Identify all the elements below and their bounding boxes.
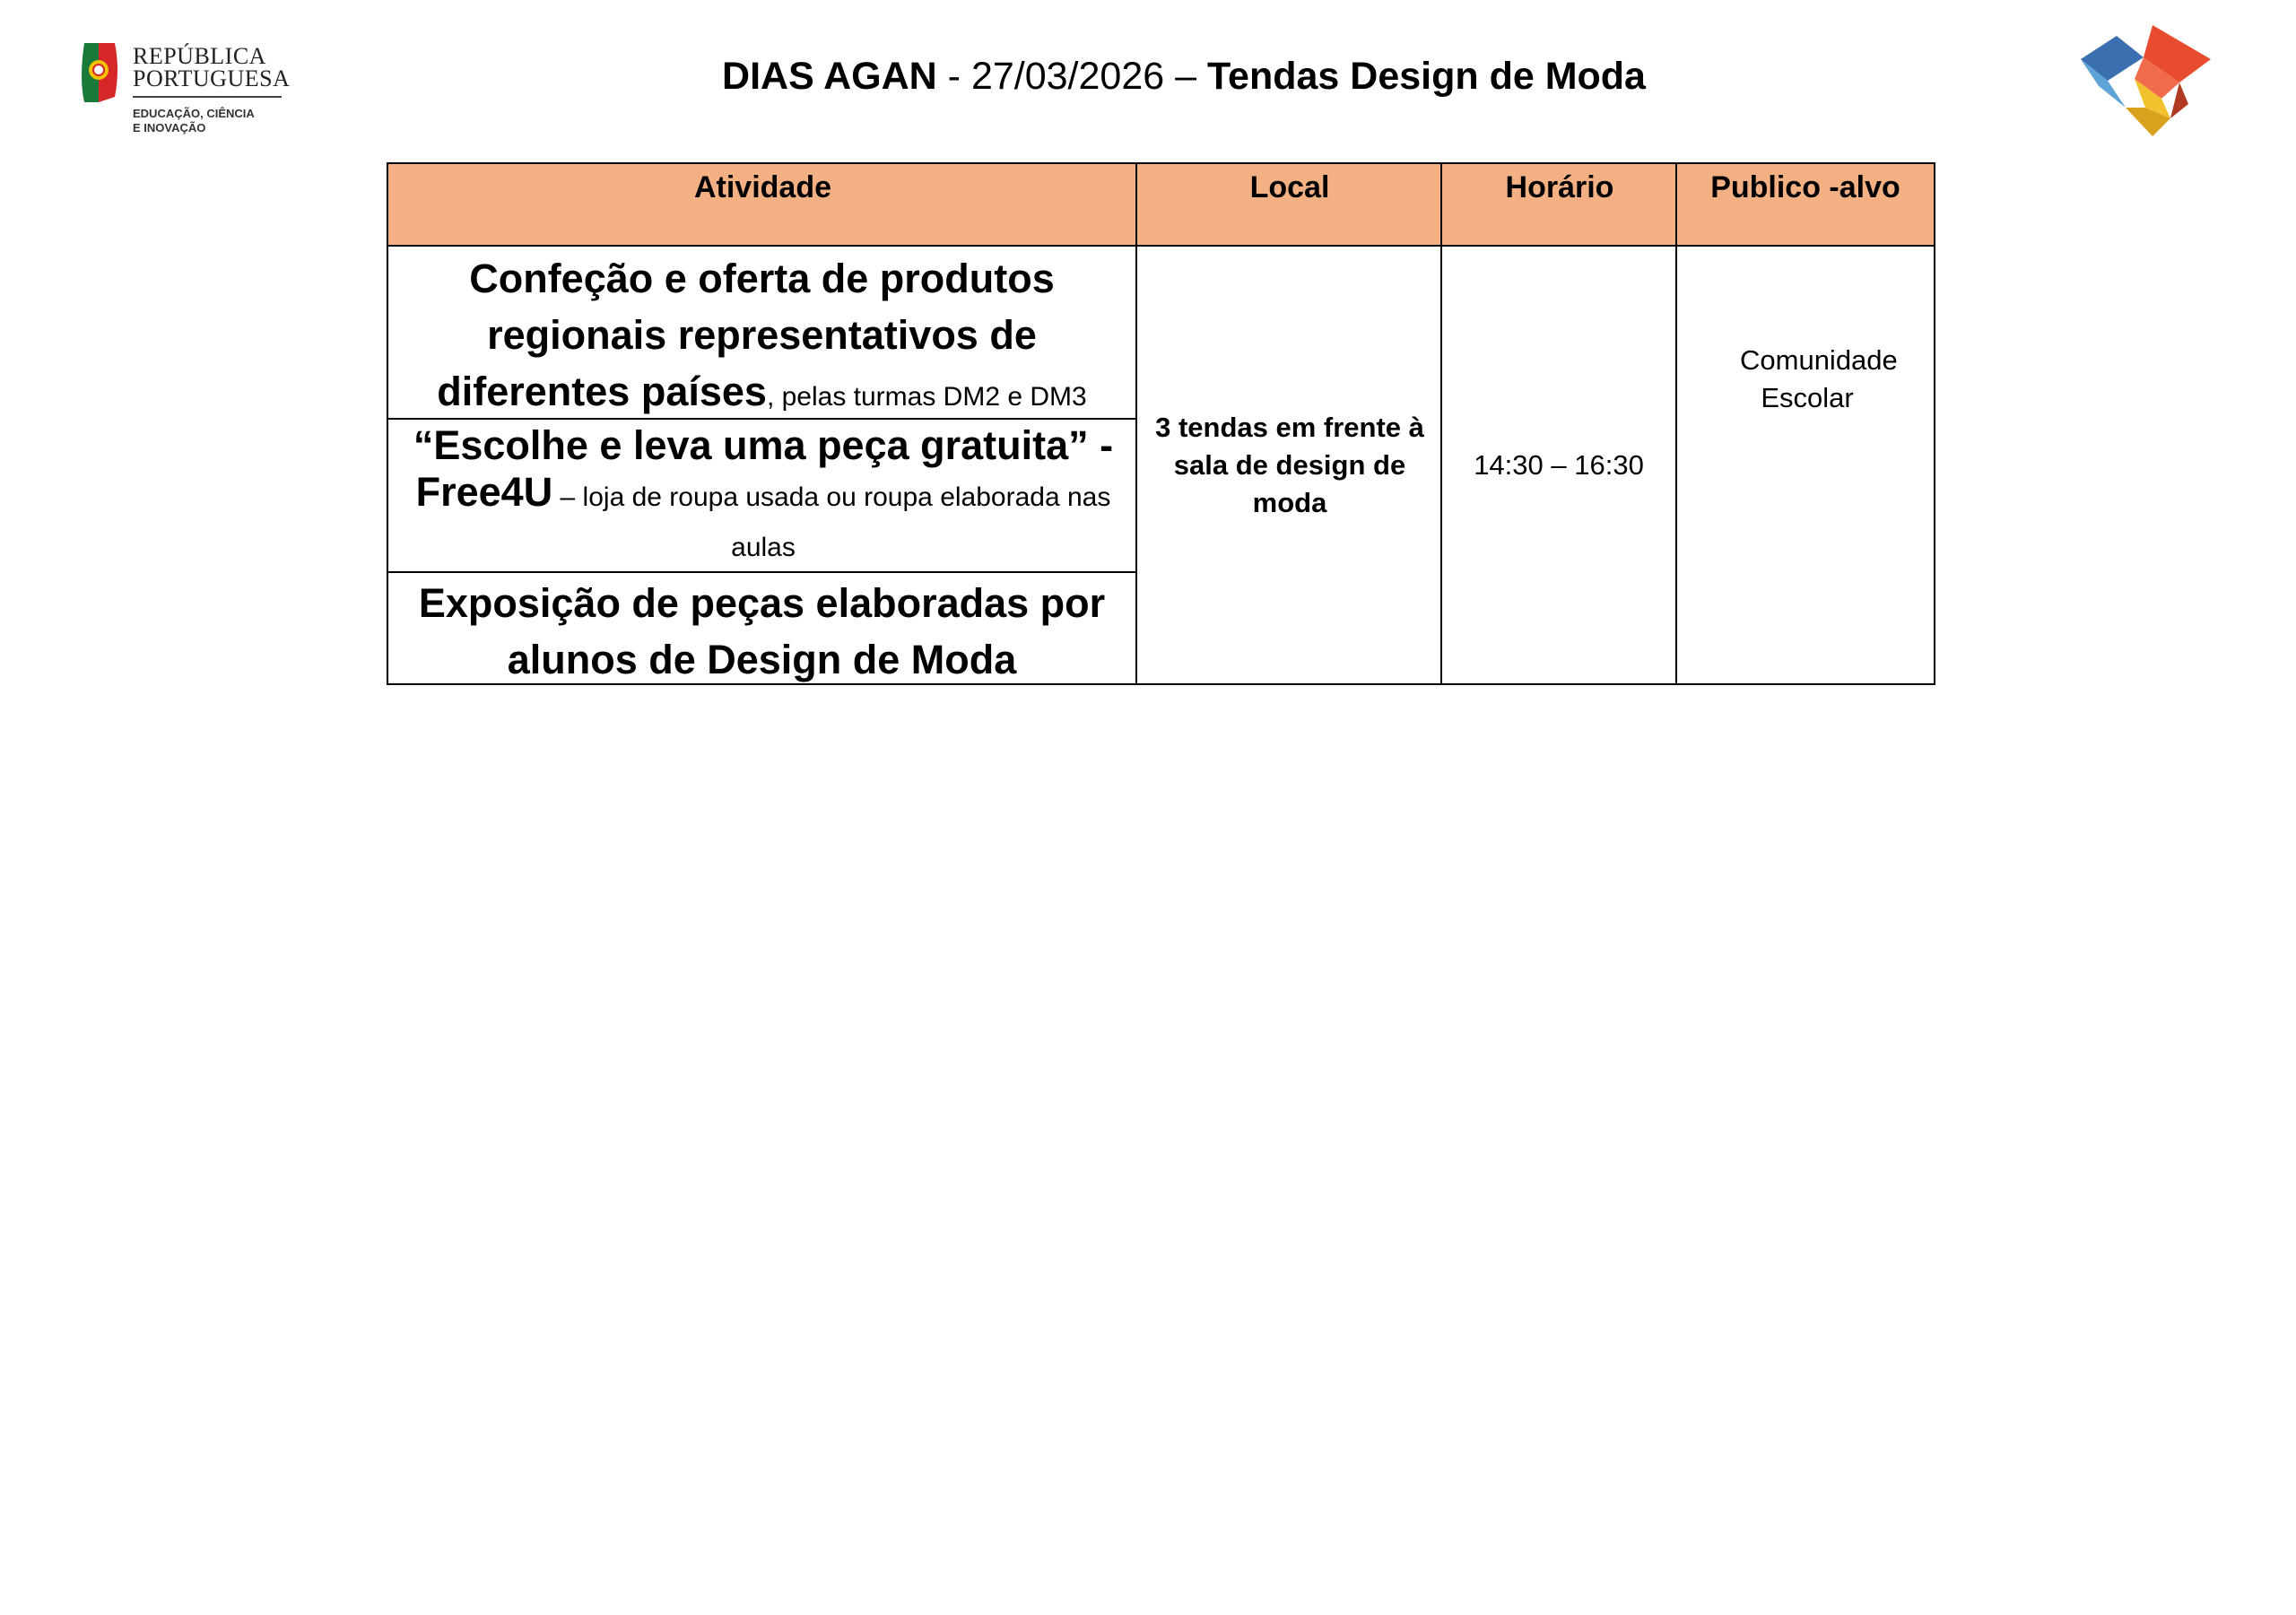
- row-divider: [388, 571, 1137, 573]
- activity-row-3: [388, 575, 1135, 684]
- activity-3-title: Exposição de peças elaboradas por alunos de Design de Moda: [418, 580, 1106, 682]
- gov-name-line2: PORTUGUESA: [133, 65, 291, 91]
- schedule-table: [387, 162, 1935, 685]
- ministry-name-line2: E INOVAÇÃO: [133, 121, 206, 135]
- page-title: [0, 52, 2296, 100]
- publico-cell: [1677, 247, 1932, 683]
- column-header-horario: Horário: [1442, 164, 1677, 247]
- column-header-publico: Publico -alvo: [1677, 164, 1934, 247]
- activity-2-title: “Escolhe e leva uma peça gratuita” - Free4U: [413, 422, 1114, 515]
- row-divider: [388, 418, 1137, 420]
- title-subject: Tendas Design de Moda: [1206, 55, 1646, 98]
- horario-cell: [1442, 247, 1675, 683]
- school-cube-logo: [2081, 25, 2224, 142]
- column-header-local: Local: [1137, 164, 1442, 247]
- gov-name-line1: REPÚBLICA: [133, 43, 266, 69]
- column-header-atividade: Atividade: [388, 164, 1137, 247]
- publico-value: Comunidade Escolar: [1740, 344, 1898, 413]
- activity-row-2: [396, 422, 1131, 573]
- horario-value: 14:30 – 16:30: [1474, 448, 1644, 481]
- column-divider: [1135, 164, 1137, 683]
- local-value: 3 tendas em frente à sala de design de moda: [1155, 411, 1424, 518]
- local-cell: [1149, 247, 1431, 683]
- activity-row-1: [388, 250, 1135, 421]
- title-date: - 27/03/2026 –: [936, 55, 1207, 98]
- activity-2-detail: – loja de roupa usada ou roupa elaborada nas aulas: [552, 482, 1111, 562]
- activity-1-title: Confeção e oferta de produtos regionais representativos de diferentes países: [437, 256, 1055, 414]
- ministry-name-line1: EDUCAÇÃO, CIÊNCIA: [133, 107, 255, 120]
- title-event: DIAS AGAN: [722, 55, 937, 98]
- activity-1-detail: , pelas turmas DM2 e DM3: [766, 382, 1087, 412]
